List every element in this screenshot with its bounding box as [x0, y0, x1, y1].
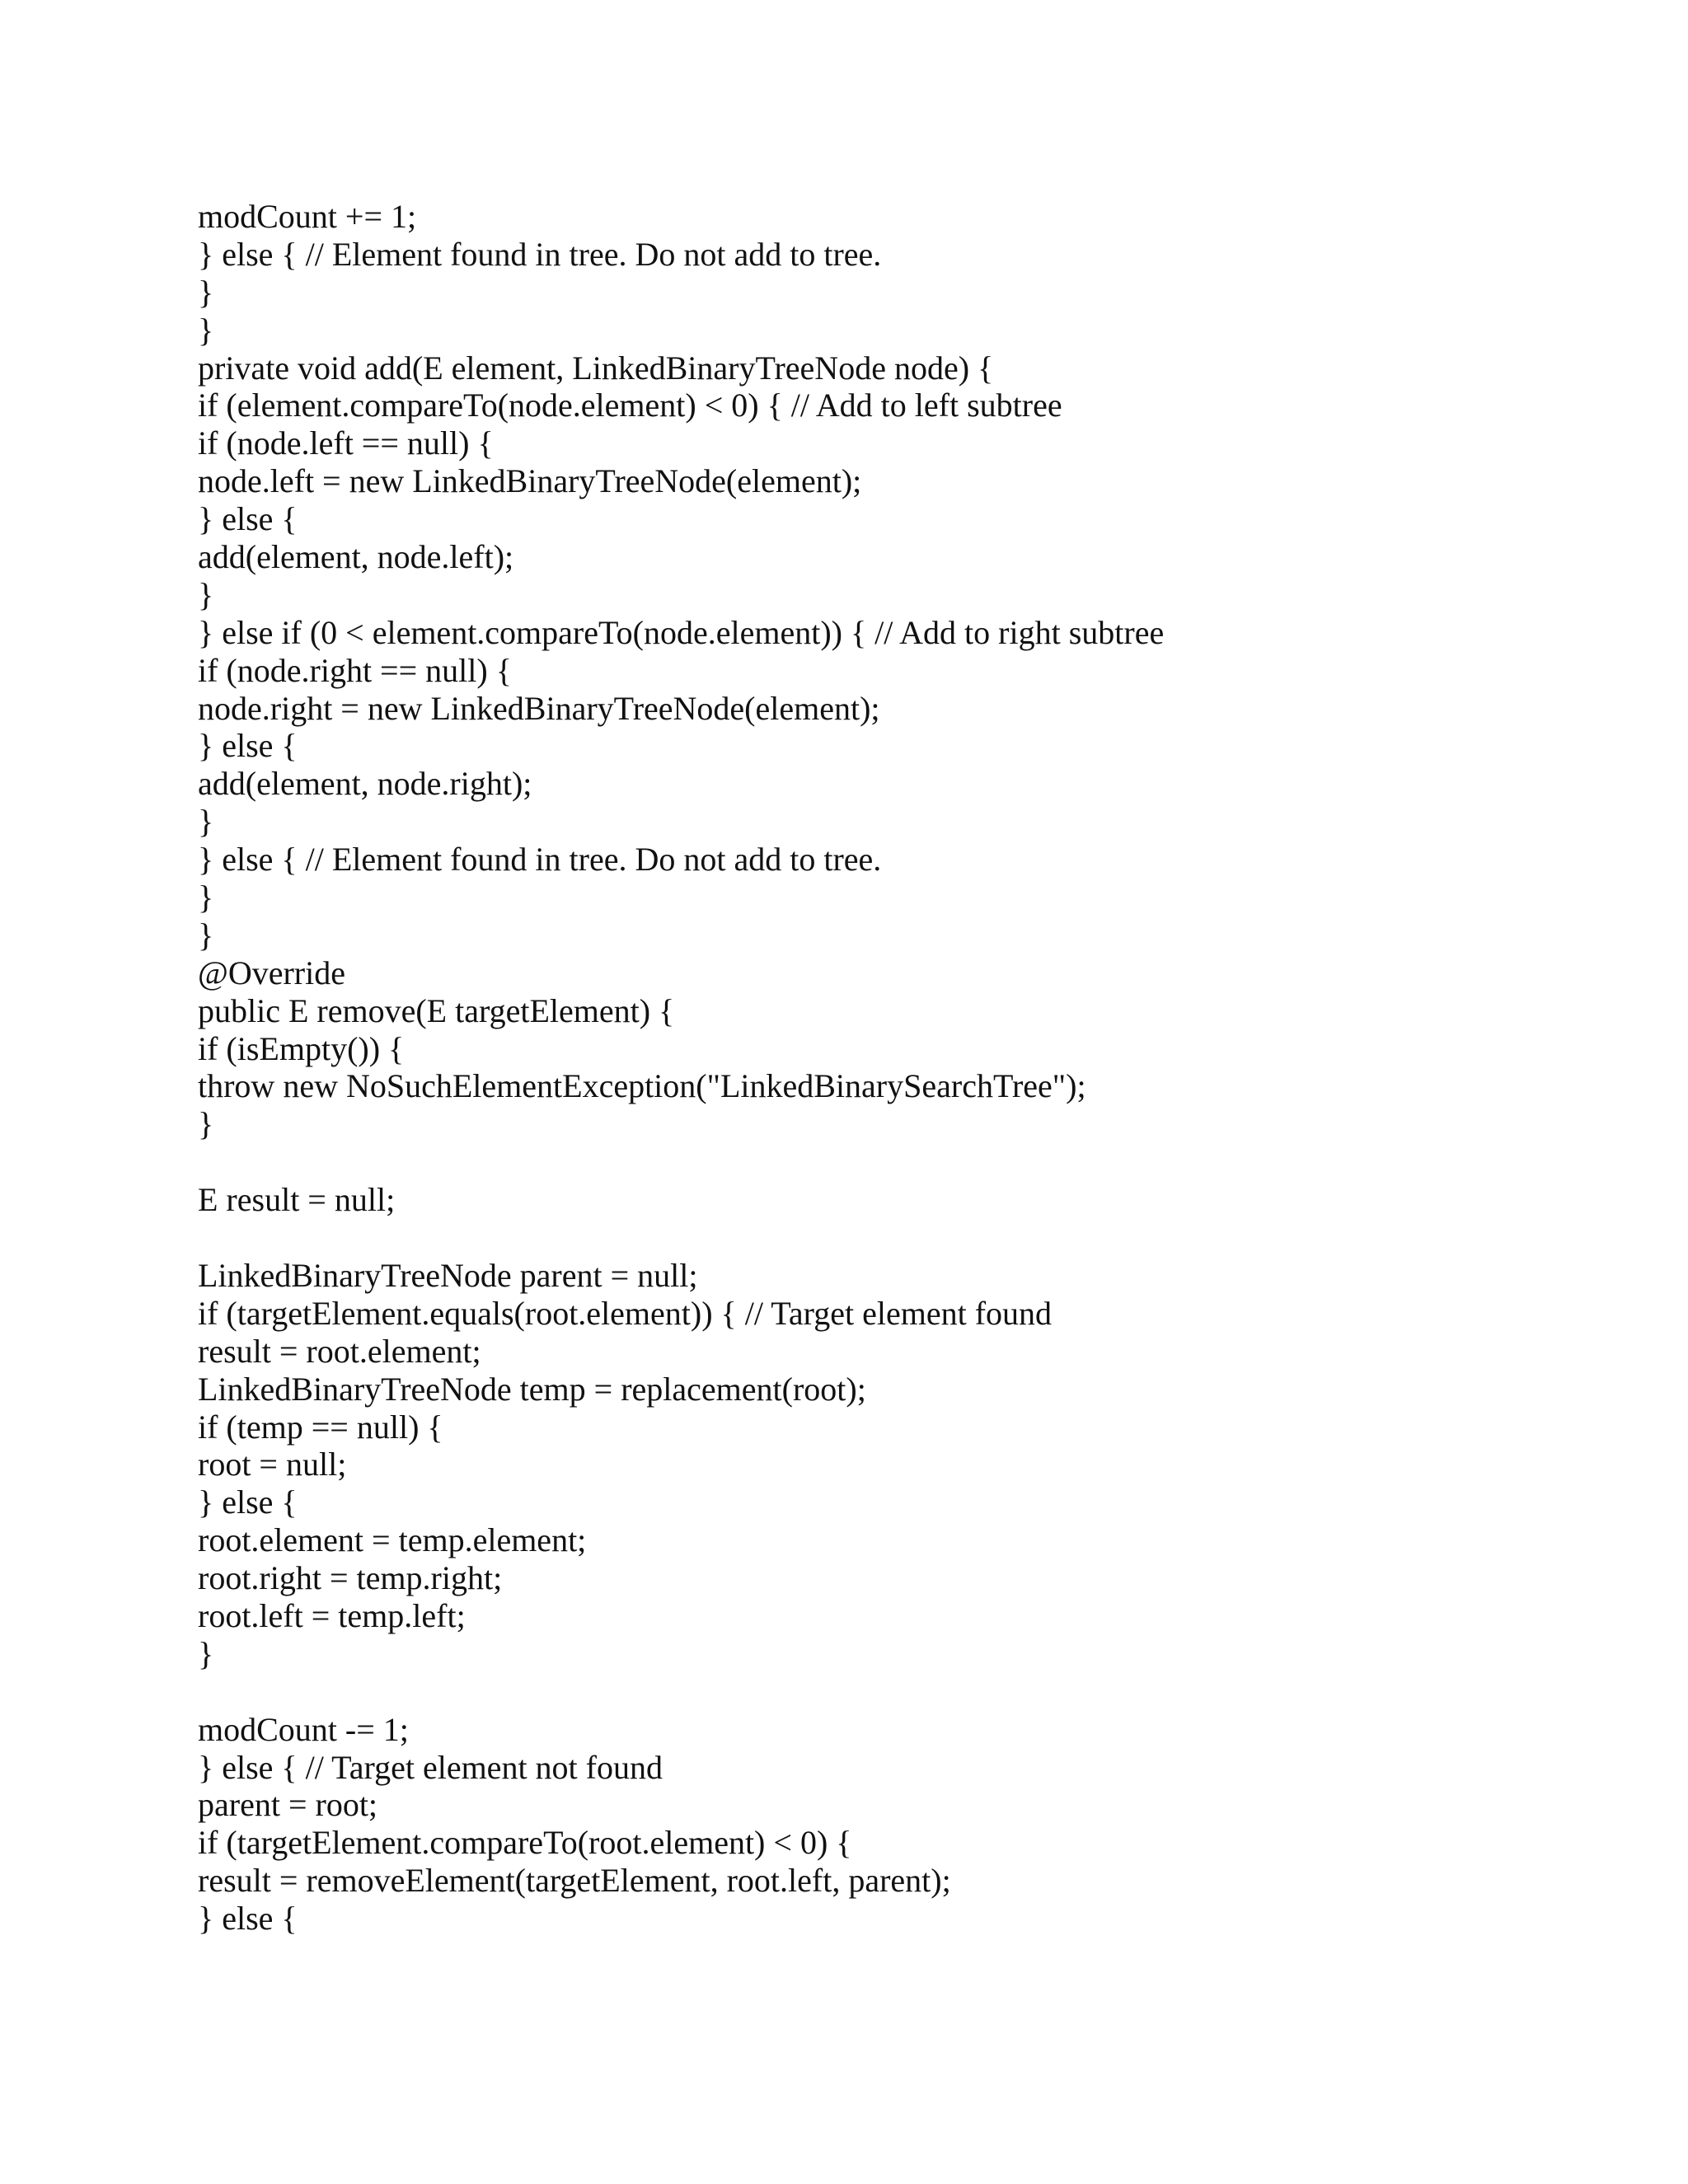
code-line: add(element, node.left);: [198, 538, 514, 576]
code-line: } else if (0 < element.compareTo(node.element)) { // Add to right subtree: [198, 613, 1165, 651]
code-line: } else {: [198, 1900, 298, 1938]
code-line: }: [198, 1105, 214, 1143]
code-line: if (node.left == null) {: [198, 424, 494, 462]
code-line: } else { // Target element not found: [198, 1748, 663, 1786]
code-line: if (isEmpty()) {: [198, 1029, 405, 1067]
code-line: } else { // Element found in tree. Do not add to tree.: [198, 235, 882, 273]
code-line: throw new NoSuchElementException("LinkedBinarySearchTree");: [198, 1067, 1086, 1105]
code-line: if (element.compareTo(node.element) < 0) { // Add to left subtree: [198, 387, 1062, 424]
code-line: modCount -= 1;: [198, 1710, 409, 1748]
code-line: public E remove(E targetElement) {: [198, 991, 675, 1029]
code-line: } else { // Element found in tree. Do not add to tree.: [198, 841, 882, 879]
code-line: E result = null;: [198, 1181, 396, 1219]
code-line: } else {: [198, 1483, 298, 1521]
code-line: }: [198, 1634, 214, 1672]
code-line: }: [198, 575, 214, 613]
code-line: @Override: [198, 954, 345, 991]
code-line: root.right = temp.right;: [198, 1559, 503, 1597]
code-line: private void add(E element, LinkedBinaryTreeNode node) {: [198, 349, 994, 387]
code-line: root.left = temp.left;: [198, 1596, 466, 1634]
code-line: node.right = new LinkedBinaryTreeNode(element);: [198, 689, 880, 727]
code-line: }: [198, 273, 214, 311]
code-line: node.left = new LinkedBinaryTreeNode(element);: [198, 462, 862, 500]
code-line: LinkedBinaryTreeNode parent = null;: [198, 1256, 698, 1294]
code-line: result = root.element;: [198, 1332, 481, 1370]
code-line: [198, 1219, 1599, 1257]
code-line: if (node.right == null) {: [198, 651, 512, 689]
code-line: [198, 1143, 1599, 1181]
code-line: if (targetElement.compareTo(root.element) < 0) {: [198, 1824, 852, 1862]
code-line: LinkedBinaryTreeNode temp = replacement(root);: [198, 1370, 866, 1408]
code-line: }: [198, 916, 214, 954]
code-line: result = removeElement(targetElement, root.left, parent);: [198, 1862, 951, 1900]
code-line: modCount += 1;: [198, 198, 417, 235]
code-line: }: [198, 803, 214, 841]
code-line: }: [198, 879, 214, 916]
code-listing: [198, 198, 1599, 1938]
code-line: add(element, node.right);: [198, 765, 532, 803]
code-line: } else {: [198, 727, 298, 765]
code-line: }: [198, 311, 214, 349]
code-line: [198, 1673, 1599, 1711]
code-line: if (temp == null) {: [198, 1408, 443, 1446]
code-line: root = null;: [198, 1446, 347, 1483]
code-line: } else {: [198, 500, 298, 538]
code-line: parent = root;: [198, 1786, 378, 1824]
code-line: root.element = temp.element;: [198, 1521, 587, 1559]
code-line: if (targetElement.equals(root.element)) { // Target element found: [198, 1294, 1053, 1332]
